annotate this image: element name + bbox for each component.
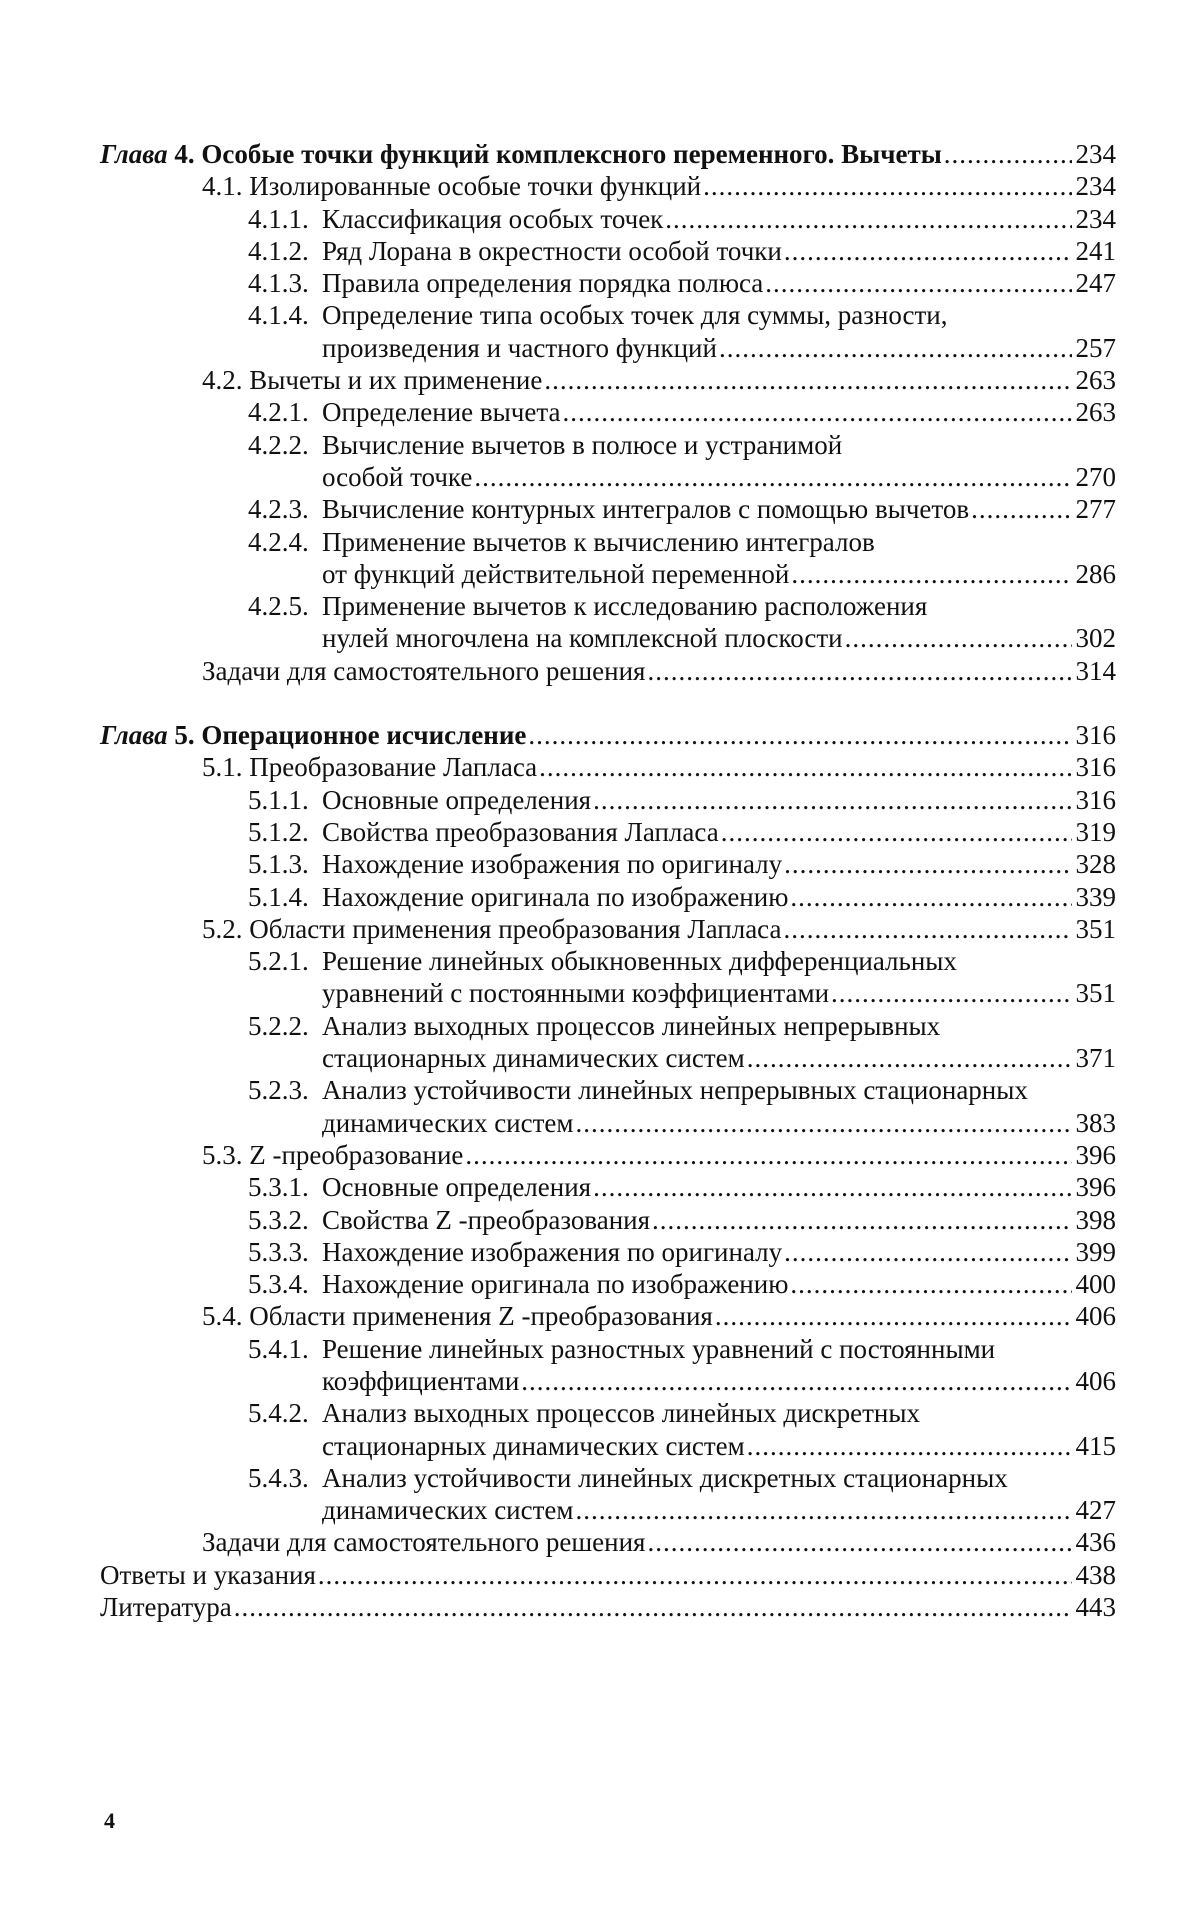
section-title: 5.2. Области применения преобразования Лапласа xyxy=(202,913,782,944)
dot-leader xyxy=(318,1559,1072,1591)
dot-leader xyxy=(647,655,1072,687)
subsection-4-1-1-entry[interactable] xyxy=(248,203,1116,235)
page-ref: 234 xyxy=(1075,139,1116,169)
page-ref: 234 xyxy=(1075,171,1116,202)
subsection-title: Нахождение изображения по оригиналу xyxy=(322,1236,783,1267)
section-title: 4.2. Вычеты и их применение xyxy=(202,365,543,396)
dot-leader xyxy=(747,1042,1072,1074)
subsection-number: 4.2.5. xyxy=(248,591,309,622)
subsection-5-3-3-entry[interactable] xyxy=(248,1236,1116,1268)
subsection-title: Основные определения xyxy=(322,1172,592,1203)
section-5-3-entry[interactable] xyxy=(202,1139,1116,1171)
subsection-number: 5.2.2. xyxy=(248,1010,309,1041)
page-ref: 399 xyxy=(1075,1236,1116,1267)
page-ref: 415 xyxy=(1075,1430,1116,1461)
subsection-title-line-1: Решение линейных разностных уравнений с постоянными xyxy=(322,1333,996,1364)
page-ref: 400 xyxy=(1075,1269,1116,1300)
subsection-number: 4.2.3. xyxy=(248,494,309,525)
subsection-title: Нахождение оригинала по изображению xyxy=(322,881,789,912)
page-ref: 314 xyxy=(1075,655,1116,686)
subsection-title-line-1: Применение вычетов к вычислению интегралов xyxy=(322,526,875,557)
subsection-5-2-1-entry[interactable] xyxy=(248,945,1116,1010)
dot-leader xyxy=(721,816,1072,848)
page-ref: 396 xyxy=(1075,1139,1116,1170)
answers-entry[interactable] xyxy=(100,1559,1116,1591)
section-title: 4.1. Изолированные особые точки функций xyxy=(202,171,702,202)
dot-leader xyxy=(790,881,1072,913)
subsection-title-line-2: произведения и частного функций xyxy=(322,332,717,363)
subsection-number: 5.3.1. xyxy=(248,1172,309,1203)
subsection-title: Правила определения порядка полюса xyxy=(322,268,764,299)
section-title: Литература xyxy=(100,1592,232,1623)
dot-leader xyxy=(234,1591,1072,1623)
dot-leader xyxy=(784,848,1072,880)
subsection-title: Вычисление контурных интегралов с помощью вычетов xyxy=(322,494,970,525)
subsection-number: 5.4.1. xyxy=(248,1333,309,1364)
subsection-title: Нахождение изображения по оригиналу xyxy=(322,849,783,880)
dot-leader xyxy=(562,396,1072,428)
section-5-2-entry[interactable] xyxy=(202,913,1116,945)
subsection-4-1-2-entry[interactable] xyxy=(248,235,1116,267)
chapter-5-tasks-entry[interactable] xyxy=(202,1526,1116,1558)
dot-leader xyxy=(521,1365,1072,1397)
chapter-4-tasks-entry[interactable] xyxy=(202,655,1116,687)
subsection-title-line-2: стационарных динамических систем xyxy=(322,1430,745,1461)
subsection-4-1-4-entry[interactable] xyxy=(248,299,1116,364)
dot-leader xyxy=(474,461,1072,493)
subsection-5-1-2-entry[interactable] xyxy=(248,816,1116,848)
chapter-label: Глава xyxy=(100,139,168,169)
section-title: Задачи для самостоятельного решения xyxy=(202,1527,646,1558)
section-title: Задачи для самостоятельного решения xyxy=(202,655,646,686)
subsection-title-line-2: динамических систем xyxy=(322,1495,574,1526)
subsection-5-1-3-entry[interactable] xyxy=(248,848,1116,880)
subsection-number: 4.1.2. xyxy=(248,235,309,266)
dot-leader xyxy=(652,1204,1072,1236)
page-ref: 436 xyxy=(1075,1527,1116,1558)
page-ref: 257 xyxy=(1075,332,1116,363)
dot-leader xyxy=(665,203,1072,235)
page-ref: 427 xyxy=(1075,1495,1116,1526)
page-ref: 351 xyxy=(1075,978,1116,1009)
subsection-number: 5.4.2. xyxy=(248,1398,309,1429)
subsection-5-3-1-entry[interactable] xyxy=(248,1171,1116,1203)
subsection-5-4-3-entry[interactable] xyxy=(248,1462,1116,1527)
subsection-title-line-2: стационарных динамических систем xyxy=(322,1043,745,1074)
dot-leader xyxy=(715,1300,1072,1332)
page-ref: 277 xyxy=(1075,494,1116,525)
subsection-title-line-2: коэффициентами xyxy=(322,1365,520,1396)
page-ref: 319 xyxy=(1075,816,1116,847)
subsection-title-line-2: от функций действительной переменной xyxy=(322,558,790,589)
subsection-number: 5.3.2. xyxy=(248,1204,309,1235)
dot-leader xyxy=(539,751,1072,783)
subsection-5-3-4-entry[interactable] xyxy=(248,1268,1116,1300)
dot-leader xyxy=(544,364,1072,396)
subsection-title-line-1: Применение вычетов к исследованию расположения xyxy=(322,591,928,622)
table-of-contents xyxy=(100,138,1116,1623)
page-ref: 406 xyxy=(1075,1365,1116,1396)
subsection-5-2-2-entry[interactable] xyxy=(248,1010,1116,1075)
dot-leader xyxy=(790,1268,1072,1300)
chapter-title: 5. Операционное исчисление xyxy=(174,720,527,751)
subsection-number: 5.2.3. xyxy=(248,1075,309,1106)
subsection-5-4-1-entry[interactable] xyxy=(248,1333,1116,1398)
dot-leader xyxy=(845,622,1072,654)
literature-entry[interactable] xyxy=(100,1591,1116,1623)
page-ref: 398 xyxy=(1075,1204,1116,1235)
page-ref: 234 xyxy=(1075,203,1116,234)
subsection-5-3-2-entry[interactable] xyxy=(248,1204,1116,1236)
dot-leader xyxy=(784,1236,1072,1268)
subsection-title: Свойства преобразования Лапласа xyxy=(322,816,719,847)
subsection-title-line-2: динамических систем xyxy=(322,1107,574,1138)
dot-leader xyxy=(528,719,1072,751)
page-ref: 316 xyxy=(1075,720,1116,751)
page-ref: 351 xyxy=(1075,913,1116,944)
section-4-1-entry[interactable] xyxy=(202,170,1116,202)
subsection-number: 5.2.1. xyxy=(248,946,309,977)
page-ref: 270 xyxy=(1075,461,1116,492)
subsection-number: 4.1.1. xyxy=(248,203,309,234)
page-number: 4 xyxy=(104,1808,115,1833)
chapter-title: 4. Особые точки функций комплексного переменного. Вычеты xyxy=(174,139,942,169)
subsection-title-line-2: нулей многочлена на комплексной плоскости xyxy=(322,623,843,654)
subsection-number: 5.3.3. xyxy=(248,1236,309,1267)
dot-leader xyxy=(747,1430,1072,1462)
dot-leader xyxy=(593,784,1072,816)
subsection-5-2-3-entry[interactable] xyxy=(248,1074,1116,1139)
section-title: 5.4. Области применения Z -преобразования xyxy=(202,1301,713,1332)
subsection-title: Классификация особых точек xyxy=(322,203,664,234)
dot-leader xyxy=(575,1107,1072,1139)
dot-leader xyxy=(593,1171,1072,1203)
page-ref: 316 xyxy=(1075,784,1116,815)
page-ref: 263 xyxy=(1075,397,1116,428)
dot-leader xyxy=(719,332,1072,364)
subsection-title-line-1: Анализ выходных процессов линейных дискретных xyxy=(322,1398,920,1429)
subsection-title-line-1: Определение типа особых точек для суммы, разности, xyxy=(322,300,948,331)
dot-leader xyxy=(831,977,1072,1009)
page-ref: 316 xyxy=(1075,752,1116,783)
page-ref: 396 xyxy=(1075,1172,1116,1203)
subsection-5-4-2-entry[interactable] xyxy=(248,1397,1116,1462)
subsection-4-2-1-entry[interactable] xyxy=(248,396,1116,428)
section-4-2-entry[interactable] xyxy=(202,364,1116,396)
subsection-number: 5.1.1. xyxy=(248,784,309,815)
subsection-4-2-3-entry[interactable] xyxy=(248,493,1116,525)
subsection-number: 4.2.1. xyxy=(248,397,309,428)
subsection-number: 5.3.4. xyxy=(248,1269,309,1300)
subsection-4-2-5-entry[interactable] xyxy=(248,590,1116,655)
subsection-title: Свойства Z -преобразования xyxy=(322,1204,651,1235)
page-ref: 443 xyxy=(1075,1592,1116,1623)
chapter-5-entry[interactable] xyxy=(100,719,1116,751)
chapter-4-entry[interactable] xyxy=(100,138,1116,170)
page-ref: 263 xyxy=(1075,365,1116,396)
subsection-title: Определение вычета xyxy=(322,397,561,428)
page-ref: 371 xyxy=(1075,1043,1116,1074)
page-ref: 302 xyxy=(1075,623,1116,654)
dot-leader xyxy=(575,1494,1072,1526)
page-ref: 247 xyxy=(1075,268,1116,299)
dot-leader xyxy=(765,267,1072,299)
dot-leader xyxy=(647,1526,1072,1558)
subsection-title: Основные определения xyxy=(322,784,592,815)
dot-leader xyxy=(944,138,1072,170)
subsection-title-line-2: уравнений с постоянными коэффициентами xyxy=(322,978,830,1009)
dot-leader xyxy=(971,493,1072,525)
chapter-spacer xyxy=(100,687,1116,719)
section-title: 5.1. Преобразование Лапласа xyxy=(202,752,538,783)
subsection-number: 4.2.4. xyxy=(248,526,309,557)
subsection-number: 5.1.4. xyxy=(248,881,309,912)
subsection-title-line-1: Анализ устойчивости линейных непрерывных стационарных xyxy=(322,1075,1028,1106)
subsection-title-line-1: Решение линейных обыкновенных дифференциальных xyxy=(322,946,957,977)
section-title: Ответы и указания xyxy=(100,1559,316,1590)
subsection-4-2-4-entry[interactable] xyxy=(248,526,1116,591)
subsection-number: 4.1.3. xyxy=(248,268,309,299)
subsection-title-line-1: Анализ выходных процессов линейных непрерывных xyxy=(322,1010,941,1041)
subsection-number: 4.2.2. xyxy=(248,429,309,460)
dot-leader xyxy=(791,558,1072,590)
subsection-number: 5.4.3. xyxy=(248,1462,309,1493)
dot-leader xyxy=(784,235,1072,267)
dot-leader xyxy=(703,170,1072,202)
page-ref: 286 xyxy=(1075,558,1116,589)
page-ref: 328 xyxy=(1075,849,1116,880)
subsection-5-1-4-entry[interactable] xyxy=(248,881,1116,913)
page-ref: 241 xyxy=(1075,235,1116,266)
subsection-5-1-1-entry[interactable] xyxy=(248,784,1116,816)
page-ref: 339 xyxy=(1075,881,1116,912)
dot-leader xyxy=(783,913,1072,945)
chapter-label: Глава xyxy=(100,720,168,751)
subsection-number: 5.1.2. xyxy=(248,816,309,847)
subsection-title-line-1: Анализ устойчивости линейных дискретных стационарных xyxy=(322,1462,1008,1493)
subsection-title-line-2: особой точке xyxy=(322,461,473,492)
subsection-4-2-2-entry[interactable] xyxy=(248,429,1116,494)
subsection-title: Нахождение оригинала по изображению xyxy=(322,1269,789,1300)
section-title: 5.3. Z -преобразование xyxy=(202,1139,464,1170)
subsection-number: 4.1.4. xyxy=(248,300,309,331)
subsection-title: Ряд Лорана в окрестности особой точки xyxy=(322,235,782,266)
section-5-1-entry[interactable] xyxy=(202,751,1116,783)
section-5-4-entry[interactable] xyxy=(202,1300,1116,1332)
subsection-title-line-1: Вычисление вычетов в полюсе и устранимой xyxy=(322,429,843,460)
page-ref: 406 xyxy=(1075,1301,1116,1332)
dot-leader xyxy=(465,1139,1072,1171)
page-ref: 383 xyxy=(1075,1107,1116,1138)
subsection-4-1-3-entry[interactable] xyxy=(248,267,1116,299)
subsection-number: 5.1.3. xyxy=(248,849,309,880)
page-ref: 438 xyxy=(1075,1559,1116,1590)
